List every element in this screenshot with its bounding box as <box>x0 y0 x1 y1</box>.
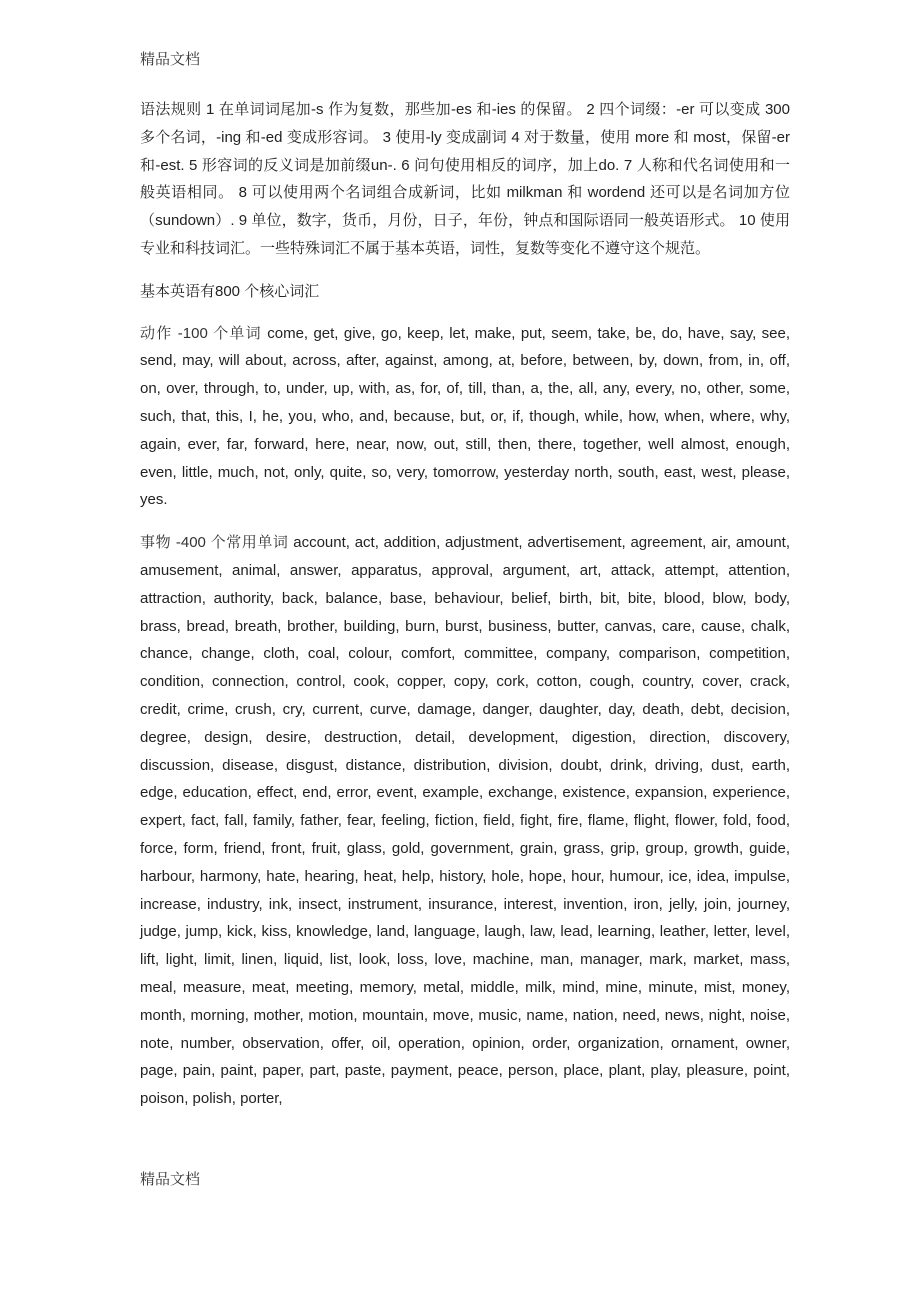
things-paragraph <box>140 529 790 1113</box>
actions-label: 动作 -100 个单词 <box>140 324 262 342</box>
actions-word-list: come, get, give, go, keep, let, make, put, seem, take, be, do, have, say, see, send, may, will about, across, after, against, among, at, before, between, by, down, from, in, off, on, over, through, to, under, up, with, as, for, of, till, than, a, the, all, any, every, no, other, some, such, that, this, I, he, you, who, and, because, but, or, if, though, while, how, when, where, why, again, ever, far, forward, here, near, now, out, still, then, there, together, well almost, enough, even, little, much, not, only, quite, so, very, tomorrow, yesterday north, south, east, west, please, yes. <box>140 324 791 509</box>
things-word-list: account, act, addition, adjustment, advertisement, agreement, air, amount, amusement, animal, answer, apparatus, approval, argument, art, attack, attempt, attention, attraction, authority, back, balance, base, behaviour, belief, birth, bit, bite, blood, blow, body, brass, bread, breath, brother, building, burn, burst, business, butter, canvas, care, cause, chalk, chance, change, cloth, coal, colour, comfort, committee, company, comparison, competition, condition, connection, control, cook, copper, copy, cork, cotton, cough, country, cover, crack, credit, crime, crush, cry, current, curve, damage, danger, daughter, day, death, debt, decision, degree, design, desire, destruction, detail, development, digestion, direction, discovery, discussion, disease, disgust, distance, distribution, division, doubt, drink, driving, dust, earth, edge, education, effect, end, error, event, example, exchange, existence, expansion, experience, expert, fact, fall, family, father, fear, feeling, fiction, field, fight, fire, flame, flight, flower, fold, food, force, form, friend, front, fruit, glass, gold, government, grain, grass, grip, group, growth, guide, harbour, harmony, hate, hearing, heat, help, history, hole, hope, hour, humour, ice, idea, impulse, increase, industry, ink, insect, instrument, insurance, interest, invention, iron, jelly, join, journey, judge, jump, kick, kiss, knowledge, land, language, laugh, law, lead, learning, leather, letter, level, lift, light, limit, linen, liquid, list, look, loss, love, machine, man, manager, mark, market, mass, meal, measure, meat, meeting, memory, metal, middle, milk, mind, mine, minute, mist, money, month, morning, mother, motion, mountain, move, music, name, nation, need, news, night, noise, note, number, observation, offer, oil, operation, opinion, order, organization, ornament, owner, page, pain, paint, paper, part, paste, payment, peace, person, place, plant, play, pleasure, point, poison, polish, porter, <box>140 534 791 1108</box>
page-footer: 精品文档 <box>140 1171 201 1188</box>
actions-paragraph <box>140 320 790 515</box>
page-header: 精品文档 <box>140 51 201 68</box>
things-label: 事物 -400 个常用单词 <box>140 534 289 552</box>
document-body <box>140 96 790 1128</box>
core-vocabulary-subtitle: 基本英语有800 个核心词汇 <box>140 282 320 300</box>
grammar-rules-paragraph: 语法规则 1 在单词词尾加-s 作为复数，那些加-es 和-ies 的保留。 2 四个词缀：-er 可以变成 300 多个名词，-ing 和-ed 变成形容词。 3 使用-ly 变成副词 4 对于数量，使用 more 和 most，保留-er 和-est. 5 形容词的反义词是加前缀un-. 6 问句使用相反的词序，加上do. 7 人称和代名词使用和一般英语相同。 8 可以使用两个名词组合成新词，比如 milkman 和 wordend 还可以是名词加方位（sundown）. 9 单位，数字，货币，月份，日子，年份，钟点和国际语同一般英语形式。 10 使用专业和科技词汇。一些特殊词汇不属于基本英语，词性，复数等变化不遵守这个规范。 <box>140 101 790 257</box>
